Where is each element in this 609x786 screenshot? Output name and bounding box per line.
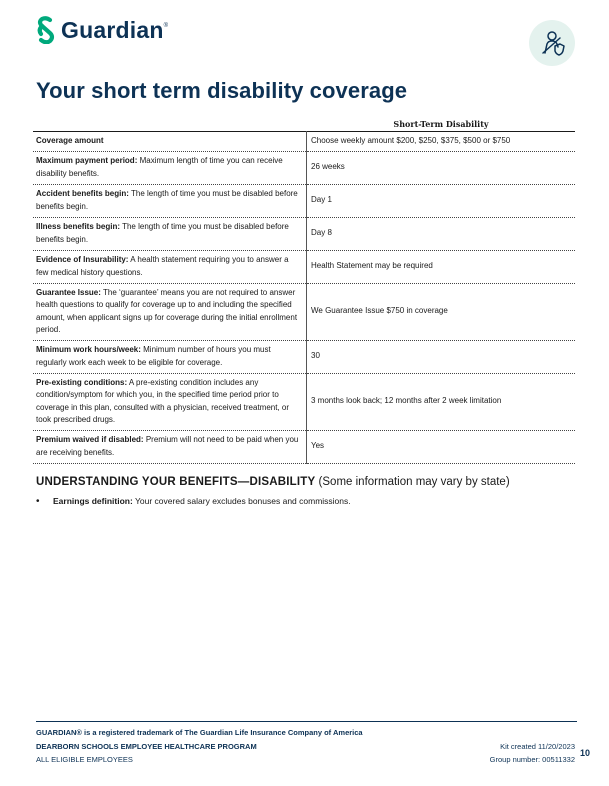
footer-program: DEARBORN SCHOOLS EMPLOYEE HEALTHCARE PROGRAM <box>36 742 257 751</box>
row-label-cell <box>33 184 307 217</box>
page-number: 10 <box>580 748 591 758</box>
row-label-cell <box>33 373 307 430</box>
row-value: 3 months look back; 12 months after 2 week limitation <box>307 373 576 430</box>
guardian-g-mark-icon <box>36 16 56 44</box>
table-row <box>33 373 575 430</box>
row-description: Premium will not need to be paid when you are receiving benefits. <box>36 435 299 457</box>
table-row <box>33 184 575 217</box>
row-value: Health Statement may be required <box>307 250 576 283</box>
row-description: The length of time you must be disabled before benefits begin. <box>36 222 289 244</box>
row-label-cell <box>33 151 307 184</box>
row-value: 26 weeks <box>307 151 576 184</box>
footer-eligibility: ALL ELIGIBLE EMPLOYEES <box>36 755 133 764</box>
row-label: Illness benefits begin: <box>36 222 121 231</box>
row-label-cell <box>33 283 307 340</box>
bullet-text: Earnings definition: Your covered salary excludes bonuses and commissions. <box>53 496 351 506</box>
row-description: Minimum number of hours you must regularly work each week to be eligible for coverage. <box>36 345 271 367</box>
coverage-table <box>33 131 575 464</box>
row-label: Guarantee Issue: <box>36 287 101 297</box>
row-description: The length of time you must be disabled before benefits begin. <box>36 189 298 211</box>
row-label: Pre-existing conditions: <box>36 377 128 387</box>
row-value: Choose weekly amount $200, $250, $375, $500 or $750 <box>307 132 576 152</box>
row-label: Evidence of Insurability: <box>36 255 129 264</box>
table-row <box>33 217 575 250</box>
table-row <box>33 132 575 152</box>
row-label-cell <box>33 430 307 463</box>
row-label: Coverage amount <box>36 136 104 145</box>
row-label: Accident benefits begin: <box>36 189 129 198</box>
row-label-cell <box>33 250 307 283</box>
section-heading: UNDERSTANDING YOUR BENEFITS—DISABILITY (Some information may vary by state) <box>36 476 510 488</box>
row-value: Yes <box>307 430 576 463</box>
row-description: Maximum length of time you can receive disability benefits. <box>36 156 283 178</box>
row-value: We Guarantee Issue $750 in coverage <box>307 283 576 340</box>
footer-group-number: Group number: 00511332 <box>489 755 575 764</box>
row-label: Premium waived if disabled: <box>36 435 144 444</box>
person-with-shield-icon <box>538 29 566 57</box>
row-description: A health statement requiring you to answer a few medical history questions. <box>36 255 289 277</box>
row-value: Day 1 <box>307 184 576 217</box>
row-label-cell <box>33 340 307 373</box>
row-value: 30 <box>307 340 576 373</box>
list-item <box>36 496 351 507</box>
footer-trademark: GUARDIAN® is a registered trademark of The Guardian Life Insurance Company of America <box>36 728 363 737</box>
footer-divider <box>36 721 577 722</box>
table-row <box>33 430 575 463</box>
row-description: A pre-existing condition includes any condition/symptom for which you, in the specified time period prior to coverage in this plan, consulted with a physician, received treatment, or took prescribed drugs. <box>36 377 290 424</box>
row-value: Day 8 <box>307 217 576 250</box>
row-label-cell <box>33 132 307 152</box>
row-description: The ‘guarantee’ means you are not required to answer health questions to qualify for coverage up to and including the specified amount, when applicant signs up for coverage during the initial enrollment period. <box>36 287 298 334</box>
row-label: Maximum payment period: <box>36 156 138 165</box>
row-label-cell <box>33 217 307 250</box>
row-label: Minimum work hours/week: <box>36 345 141 354</box>
table-row <box>33 283 575 340</box>
disability-badge <box>529 20 575 66</box>
logo-wordmark: Guardian® <box>61 16 169 43</box>
footer-kit-created: Kit created 11/20/2023 <box>500 742 575 751</box>
table-row <box>33 250 575 283</box>
table-row <box>33 151 575 184</box>
page-title: Your short term disability coverage <box>36 78 408 103</box>
table-row <box>33 340 575 373</box>
guardian-logo <box>36 16 168 44</box>
table-column-header: Short-Term Disability <box>393 119 489 129</box>
bullet-icon: • <box>36 496 40 507</box>
